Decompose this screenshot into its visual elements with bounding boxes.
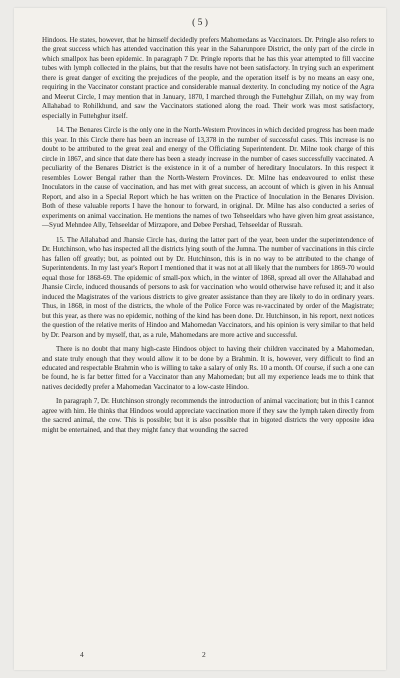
signature-mark-right: 2 (202, 650, 206, 659)
body-text (42, 36, 374, 435)
paragraph-15-allahabad-jhansie-circle: 15. The Allahabad and Jhansie Circle has, during the latter part of the year, been under the superintendence of Dr. Hutchinson, who has inspected all the districts lying south of the Jumna. The number of vaccinations in this circle has fallen off greatly; but, as pointed out by Dr. Hutchinson, this is in no way to be attributed to the change of Superintendents. In my last year's Report I mentioned that it was not at all likely that the numbers for 1869-70 would equal those for 1868-69. The epidemic of small-pox which, in the winter of 1868, spread all over the Allahabad and Jhansie Circle, induced thousands of persons to ask for vaccination who would otherwise have refused it; and it also induced the Magistrates of the various districts to give greater assistance than they are likely to do in ordinary years. Thus, in 1868, in most of the districts, the whole of the Police Force was re-vaccinated by order of the Magistrate; but this year, as there was no epidemic, nothing of the kind has been done. Dr. Hutchinson, in his report, next notices the question of the relative merits of Hindoo and Mahomedan Vaccinators, and his opinion is very similar to that held by Dr. Pearson and by myself, that, as a rule, Mahomedans are more active and successful. (42, 235, 374, 339)
paragraph-continuation: Hindoos. He states, however, that he himself decidedly prefers Mahomedans as Vaccinators. Dr. Pringle also refers to the great success which has attended vaccination this year in the Saharunpore District, the only part of the circle in which smallpox has been epidemic. In paragraph 7 Dr. Pringle reports that he has this year attempted to fill vaccine tubes with lymph collected in the plains, but that the results have not been satisfactory. In trying such an experiment there is great danger of exciting the prejudices of the people, and the operation itself is by no means an easy one, requiring in the Vaccinator constant practice and considerable manual dexterity. In concluding my notice of the Agra and Meerut Circle, I may mention that in January, 1870, I marched through the Futtehghur Zillah, on my way from Allahabad to Rohilkhund, and saw the Vaccinators stationed along the road. Their work was most satisfactory, especially in Futtehghur itself. (42, 36, 374, 120)
paragraph-14-benares-circle: 14. The Benares Circle is the only one in the North-Western Provinces in which decided progress has been made this year. In this Circle there has been an increase of 13,378 in the number of successful cases. This increase is no doubt to be attributed to the great zeal and energy of the Officiating Superintendent. Dr. Milne took charge of this circle in 1867, and since that date there has been a steady increase in the number of cases successfully vaccinated. A peculiarity of the Benares District is the existence in it of a number of hereditary Inoculators. In this respect it resembles Lower Bengal rather than the North-Western Provinces. Dr. Milne has endeavoured to enlist these Inoculators in the cause of vaccination, and has met with great success, an account of which is given in his Annual Report, and also in a Special Report which he has written on the Practice of Inoculation in the Benares Division. Both of these valuable reports I have the honour to forward, in original. Dr. Milne has also conducted a series of experiments on animal vaccination. He mentions the names of two Tehseeldars who have given him great assistance,—Syud Mehndee Ally, Tehseeldar of Mirzapore, and Debee Pershad, Tehseeldar of Russrah. (42, 126, 374, 230)
document-page (14, 8, 386, 670)
paragraph-caste-vaccinators: There is no doubt that many high-caste Hindoos object to having their children vaccinated by a Mahomedan, and state truly enough that they would allow it to be done by a Brahmin. It is, however, very difficult to find an educated and respectable Brahmin who is willing to take a salary of only Rs. 10 a month. Of course, if such a one can be found, he is far better fitted for a Vaccinator than any Mahomedan; but all my experience leads me to think that natives decidedly prefer a Mahomedan Vaccinator to a low-caste Hindoo. (42, 345, 374, 391)
page-number: ( 5 ) (192, 18, 208, 28)
paragraph-animal-vaccination: In paragraph 7, Dr. Hutchinson strongly recommends the introduction of animal vaccination; but in this I cannot agree with him. He thinks that Hindoos would appreciate vaccination more if they saw the lymph taken directly from the sacred animal, the cow. This is possible; but it is also possible that in bigoted districts the very opposite idea might be entertained, and that they might fancy that wounding the sacred (42, 397, 374, 434)
signature-mark-left: 4 (80, 650, 84, 659)
